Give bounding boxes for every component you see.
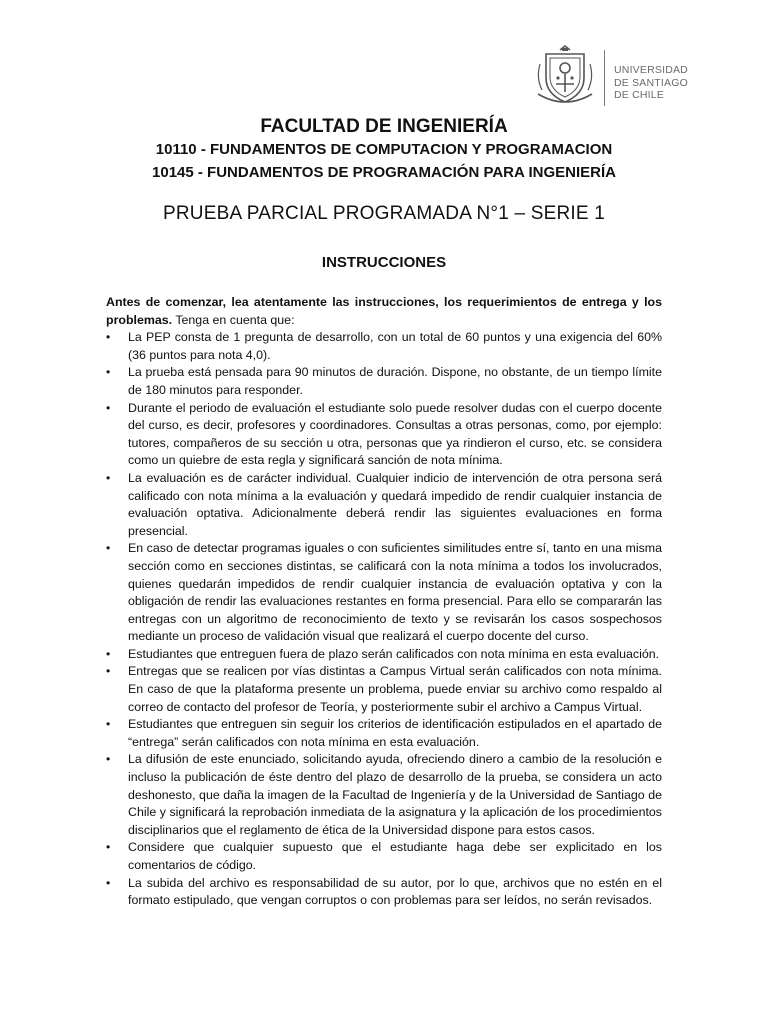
rule-text: Entregas que se realicen por vías distintas a Campus Virtual serán calificados con nota mínima. En caso de que la plataforma presente un problema, puede enviar su archivo como respaldo al correo de contacto del profesor de Teoría, y posteriormente subir el archivo a Campus Virtual. [128,664,662,714]
intro-normal-text: Tenga en cuenta que: [172,312,295,327]
bullet-icon: • [106,365,111,380]
bullet-icon: • [106,646,111,661]
bullet-icon: • [106,840,111,855]
list-item [106,329,662,364]
rule-text: Durante el periodo de evaluación el estudiante solo puede resolver dudas con el cuerpo docente del curso, es decir, profesores y coordinadores. Consultas a otras personas, como, por ejemplo: tutores, compañeros de su sección u otra, personas que ya rindieron el curso, etc. se considera como un quiebre de esta regla y significará sanción de nota mínima. [128,400,662,468]
university-name-line: DE SANTIAGO [614,76,688,89]
bullet-icon: • [106,470,111,485]
rule-text: La PEP consta de 1 pregunta de desarrollo, con un total de 60 puntos y una exigencia del 60% (36 puntos para nota 4,0). [128,330,662,362]
bullet-icon: • [106,330,111,345]
rule-text: La evaluación es de carácter individual. Cualquier indicio de intervención de otra persona será calificado con nota mínima a la evaluación y quedará impedido de rendir cualquier instancia de evaluación optativa. Adicionalmente deberá rendir las siguientes evaluaciones en forma presencial. [128,470,662,538]
list-item [106,839,662,874]
rule-text: La difusión de este enunciado, solicitando ayuda, ofreciendo dinero a cambio de la resolución e incluso la publicación de éste dentro del plazo de desarrollo de la prueba, se considera un acto deshonesto, que daña la imagen de la Facultad de Ingeniería y de la Universidad de Santiago de Chile y significará la reprobación inmediata de la asignatura y la aplicación de los procedimientos disciplinarios que el reglamento de ética de la Universidad dispone para estos casos. [128,752,662,837]
list-item [106,663,662,716]
list-item [106,646,662,664]
intro-bold-text: Antes de comenzar, lea atentamente las instrucciones, los requerimientos de entrega y los problemas. [106,295,662,327]
bullet-icon: • [106,541,111,556]
university-name-line: UNIVERSIDAD [614,64,688,76]
rule-text: La prueba está pensada para 90 minutos de duración. Dispone, no obstante, de un tiempo límite de 180 minutos para responder. [128,365,662,397]
intro-paragraph [106,294,662,329]
rule-text: En caso de detectar programas iguales o con suficientes similitudes entre sí, tanto en una misma sección como en secciones distintas, se calificará con la nota mínima a todos los involucrados, quienes quedarán impedidos de rendir cualquier instancia de evaluación optativa y con la obligación de rendir las evaluaciones restantes en forma presencial. Para ello se compararán las entregas con un algoritmo de reconocimiento de texto y se revisarán los casos sospechosos mediante un proceso de validación visual que realizará el cuerpo docente del curso. [128,541,662,644]
instructions-heading: INSTRUCCIONES [321,254,447,271]
instructions-body [106,294,662,910]
university-name-line: DE CHILE [614,89,665,101]
list-item [106,400,662,470]
faculty-title: FACULTAD DE INGENIERÍA [260,116,508,137]
bullet-icon: • [106,752,111,767]
rule-text: Considere que cualquier supuesto que el estudiante haga debe ser explicitado en los comentarios de código. [128,840,662,872]
university-name [614,64,688,102]
rule-text: Estudiantes que entreguen sin seguir los criterios de identificación estipulados en el apartado de “entrega” serán calificados con nota mínima en esta evaluación. [128,717,662,749]
bullet-icon: • [106,664,111,679]
rules-list [106,329,662,910]
university-crest-icon [532,44,598,110]
list-item [106,540,662,646]
rule-text: Estudiantes que entreguen fuera de plazo serán calificados con nota mínima en esta evaluación. [128,646,660,661]
logo-divider [604,50,605,106]
list-item [106,716,662,751]
bullet-icon: • [106,717,111,732]
list-item [106,875,662,910]
rule-text: La subida del archivo es responsabilidad de su autor, por lo que, archivos que no estén en el formato estipulado, que vengan corruptos o con problemas para ser leídos, no serán revisados. [128,875,662,908]
list-item [106,470,662,540]
bullet-icon: • [106,875,111,890]
list-item [106,751,662,839]
list-item [106,364,662,399]
university-logo [532,44,722,114]
bullet-icon: • [106,400,111,415]
exam-title: PRUEBA PARCIAL PROGRAMADA N°1 – SERIE 1 [163,203,605,224]
course-title-2: 10145 - FUNDAMENTOS DE PROGRAMACIÓN PARA INGENIERÍA [152,164,616,181]
course-title-1: 10110 - FUNDAMENTOS DE COMPUTACION Y PROGRAMACION [155,141,613,158]
